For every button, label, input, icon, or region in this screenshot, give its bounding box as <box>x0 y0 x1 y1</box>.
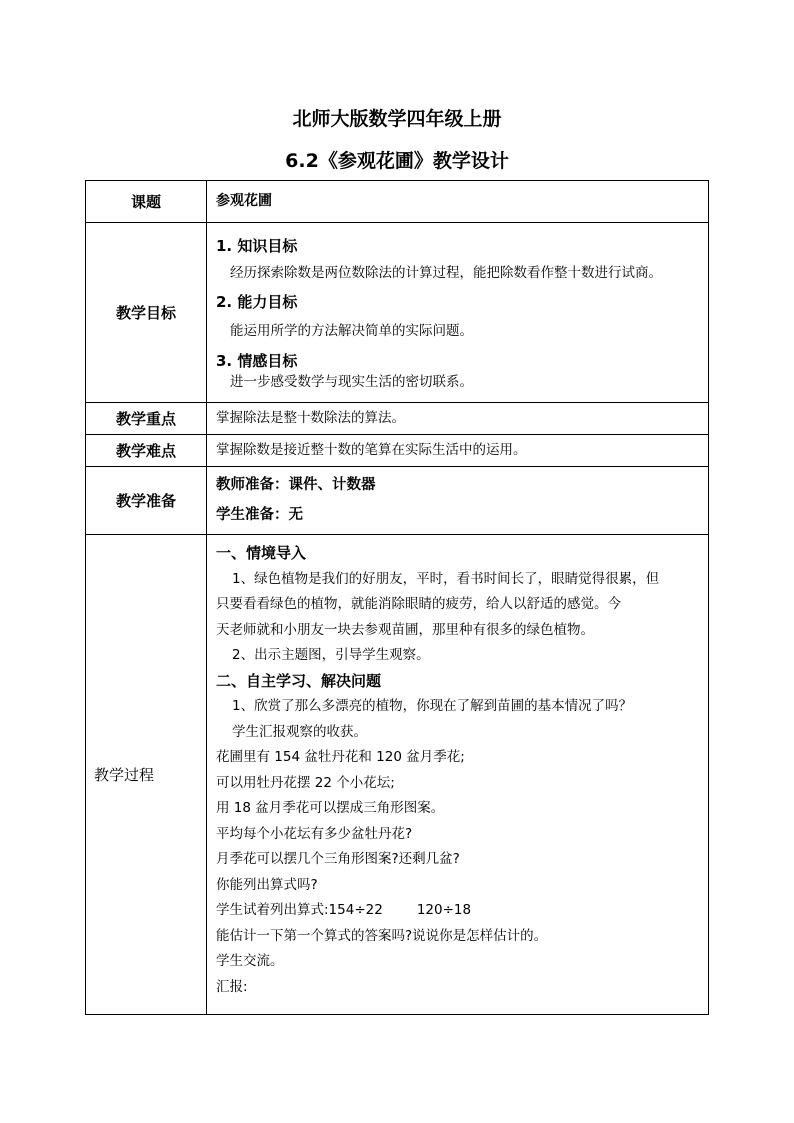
process-text: 1、欣赏了那么多漂亮的植物，你现在了解到苗圃的基本情况了吗？ <box>232 698 633 714</box>
process-text: 用 18 盆月季花可以摆成三角形图案。 <box>216 800 445 816</box>
goals-label: 教学目标 <box>86 223 207 403</box>
process-text: 汇报: <box>216 978 248 995</box>
preparation-label: 教学准备 <box>86 467 207 535</box>
goal-heading-ability: 2. 能力目标 <box>216 293 298 312</box>
key-point-label: 教学重点 <box>86 403 207 435</box>
topic-value: 参观花圃 <box>207 181 709 223</box>
process-text: 天老师就和小朋友一块去参观苗圃，那里种有很多的绿色植物。 <box>216 621 594 638</box>
goal-heading-emotion: 3. 情感目标 <box>216 351 298 370</box>
formula-2: 120÷18 <box>416 902 472 918</box>
row-process <box>86 535 709 1015</box>
process-text: 月季花可以摆几个三角形图案?还剩几盆? <box>216 851 460 867</box>
process-text: 你能列出算式吗? <box>216 876 318 893</box>
row-difficulty <box>86 435 709 467</box>
key-point-value: 掌握除法是整十数除法的算法。 <box>207 403 709 435</box>
process-text: 只要看看绿色的植物，就能消除眼睛的疲劳，给人以舒适的感觉。今 <box>216 596 621 612</box>
row-topic <box>86 181 709 223</box>
difficulty-label: 教学难点 <box>86 435 207 467</box>
student-preparation: 学生准备：无 <box>216 506 303 523</box>
lesson-plan-table <box>85 180 709 1015</box>
row-goals <box>86 223 709 403</box>
goal-text-emotion: 进一步感受数学与现实生活的密切联系。 <box>230 373 473 390</box>
process-text: 学生交流。 <box>216 953 284 969</box>
process-label: 教学过程 <box>86 535 207 1015</box>
document-title: 北师大版数学四年级上册 <box>292 108 502 130</box>
teacher-preparation-text: 教师准备：课件、计数器 <box>216 477 376 494</box>
row-preparation <box>86 467 709 535</box>
process-text: 平均每个小花坛有多少盆牡丹花? <box>216 825 413 842</box>
process-text: 花圃里有 154 盆牡丹花和 120 盆月季花; <box>216 749 465 765</box>
section-heading-self-study: 二、自主学习、解决问题 <box>216 671 382 690</box>
difficulty-value: 掌握除数是接近整十数的笔算在实际生活中的运用。 <box>207 435 709 467</box>
process-text: 能估计一下第一个算式的答案吗?说说你是怎样估计的。 <box>216 927 548 944</box>
teacher-preparation <box>216 477 702 494</box>
process-content <box>207 535 709 1015</box>
topic-label: 课题 <box>86 181 207 223</box>
process-text: 1、绿色植物是我们的好朋友，平时，看书时间长了，眼睛觉得很累，但 <box>232 570 660 587</box>
document-subtitle: 6.2《参观花圃》教学设计 <box>285 150 509 172</box>
process-formula-line <box>216 898 702 924</box>
row-key-point <box>86 403 709 435</box>
section-heading-intro: 一、情境导入 <box>216 544 307 562</box>
goal-text-knowledge: 经历探索除数是两位数除法的计算过程，能把除数看作整十数进行试商。 <box>230 265 662 282</box>
process-text: 2、出示主题图，引导学生观察。 <box>232 647 430 663</box>
process-text: 可以用牡丹花摆 22 个小花坛; <box>216 774 395 791</box>
preparation-content <box>207 467 709 535</box>
process-text: 学生汇报观察的收获。 <box>232 723 367 740</box>
goals-content <box>207 223 709 403</box>
goal-heading-knowledge: 1. 知识目标 <box>216 237 298 256</box>
goal-text-ability: 能运用所学的方法解决简单的实际问题。 <box>230 323 473 340</box>
formula-1: 学生试着列出算式:154÷22 <box>216 902 383 918</box>
